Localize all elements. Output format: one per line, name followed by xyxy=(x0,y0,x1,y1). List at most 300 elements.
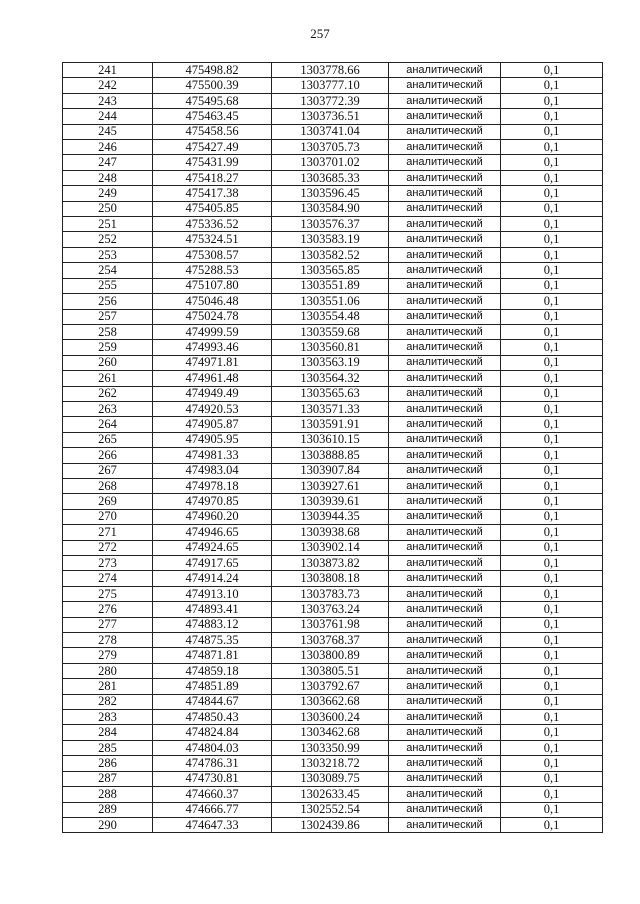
point-number-cell: 269 xyxy=(63,494,153,509)
y-coordinate-cell: 1303591.91 xyxy=(272,417,389,432)
point-number-cell: 278 xyxy=(63,633,153,648)
y-coordinate-cell: 1303800.89 xyxy=(272,648,389,663)
y-coordinate-cell: 1303685.33 xyxy=(272,170,389,185)
method-cell: аналитический xyxy=(389,93,501,108)
x-coordinate-cell: 474804.03 xyxy=(153,740,272,755)
table-row xyxy=(63,679,603,694)
table-row xyxy=(63,633,603,648)
y-coordinate-cell: 1303565.63 xyxy=(272,386,389,401)
y-coordinate-cell: 1303768.37 xyxy=(272,633,389,648)
y-coordinate-cell: 1303584.90 xyxy=(272,201,389,216)
method-cell: аналитический xyxy=(389,401,501,416)
x-coordinate-cell: 474914.24 xyxy=(153,571,272,586)
table-row xyxy=(63,201,603,216)
y-coordinate-cell: 1303350.99 xyxy=(272,740,389,755)
method-cell: аналитический xyxy=(389,740,501,755)
point-number-cell: 290 xyxy=(63,817,153,832)
method-cell: аналитический xyxy=(389,278,501,293)
point-number-cell: 274 xyxy=(63,571,153,586)
error-cell: 0,1 xyxy=(501,278,603,293)
x-coordinate-cell: 474946.65 xyxy=(153,525,272,540)
method-cell: аналитический xyxy=(389,432,501,447)
x-coordinate-cell: 474875.35 xyxy=(153,633,272,648)
x-coordinate-cell: 475024.78 xyxy=(153,309,272,324)
x-coordinate-cell: 475458.56 xyxy=(153,124,272,139)
point-number-cell: 242 xyxy=(63,78,153,93)
x-coordinate-cell: 474859.18 xyxy=(153,663,272,678)
error-cell: 0,1 xyxy=(501,817,603,832)
method-cell: аналитический xyxy=(389,340,501,355)
x-coordinate-cell: 474981.33 xyxy=(153,448,272,463)
table-row xyxy=(63,817,603,832)
method-cell: аналитический xyxy=(389,63,501,78)
x-coordinate-cell: 474730.81 xyxy=(153,771,272,786)
method-cell: аналитический xyxy=(389,355,501,370)
x-coordinate-cell: 475405.85 xyxy=(153,201,272,216)
error-cell: 0,1 xyxy=(501,710,603,725)
method-cell: аналитический xyxy=(389,663,501,678)
table-row xyxy=(63,478,603,493)
y-coordinate-cell: 1303583.19 xyxy=(272,232,389,247)
error-cell: 0,1 xyxy=(501,478,603,493)
error-cell: 0,1 xyxy=(501,170,603,185)
method-cell: аналитический xyxy=(389,602,501,617)
x-coordinate-cell: 475498.82 xyxy=(153,63,272,78)
method-cell: аналитический xyxy=(389,586,501,601)
error-cell: 0,1 xyxy=(501,155,603,170)
error-cell: 0,1 xyxy=(501,340,603,355)
error-cell: 0,1 xyxy=(501,648,603,663)
table-row xyxy=(63,124,603,139)
x-coordinate-cell: 474883.12 xyxy=(153,617,272,632)
error-cell: 0,1 xyxy=(501,247,603,262)
table-row xyxy=(63,694,603,709)
error-cell: 0,1 xyxy=(501,417,603,432)
coordinates-table xyxy=(62,62,603,833)
table-row xyxy=(63,386,603,401)
x-coordinate-cell: 474666.77 xyxy=(153,802,272,817)
error-cell: 0,1 xyxy=(501,463,603,478)
point-number-cell: 280 xyxy=(63,663,153,678)
error-cell: 0,1 xyxy=(501,448,603,463)
error-cell: 0,1 xyxy=(501,694,603,709)
table-row xyxy=(63,771,603,786)
table-row xyxy=(63,263,603,278)
error-cell: 0,1 xyxy=(501,232,603,247)
x-coordinate-cell: 474851.89 xyxy=(153,679,272,694)
table-row xyxy=(63,401,603,416)
point-number-cell: 247 xyxy=(63,155,153,170)
error-cell: 0,1 xyxy=(501,725,603,740)
table-row xyxy=(63,740,603,755)
point-number-cell: 284 xyxy=(63,725,153,740)
x-coordinate-cell: 475336.52 xyxy=(153,217,272,232)
method-cell: аналитический xyxy=(389,247,501,262)
y-coordinate-cell: 1302633.45 xyxy=(272,787,389,802)
y-coordinate-cell: 1303560.81 xyxy=(272,340,389,355)
point-number-cell: 272 xyxy=(63,540,153,555)
error-cell: 0,1 xyxy=(501,217,603,232)
y-coordinate-cell: 1303554.48 xyxy=(272,309,389,324)
table-row xyxy=(63,232,603,247)
error-cell: 0,1 xyxy=(501,186,603,201)
point-number-cell: 273 xyxy=(63,556,153,571)
method-cell: аналитический xyxy=(389,109,501,124)
method-cell: аналитический xyxy=(389,170,501,185)
table-row xyxy=(63,170,603,185)
y-coordinate-cell: 1302439.86 xyxy=(272,817,389,832)
table-row xyxy=(63,186,603,201)
point-number-cell: 263 xyxy=(63,401,153,416)
method-cell: аналитический xyxy=(389,710,501,725)
x-coordinate-cell: 474917.65 xyxy=(153,556,272,571)
point-number-cell: 248 xyxy=(63,170,153,185)
point-number-cell: 287 xyxy=(63,771,153,786)
y-coordinate-cell: 1303565.85 xyxy=(272,263,389,278)
point-number-cell: 276 xyxy=(63,602,153,617)
method-cell: аналитический xyxy=(389,294,501,309)
point-number-cell: 257 xyxy=(63,309,153,324)
error-cell: 0,1 xyxy=(501,509,603,524)
point-number-cell: 281 xyxy=(63,679,153,694)
method-cell: аналитический xyxy=(389,571,501,586)
point-number-cell: 254 xyxy=(63,263,153,278)
table-row xyxy=(63,617,603,632)
method-cell: аналитический xyxy=(389,556,501,571)
table-row xyxy=(63,432,603,447)
method-cell: аналитический xyxy=(389,417,501,432)
coordinates-table-body xyxy=(63,63,603,833)
x-coordinate-cell: 474905.95 xyxy=(153,432,272,447)
table-row xyxy=(63,602,603,617)
point-number-cell: 245 xyxy=(63,124,153,139)
y-coordinate-cell: 1303462.68 xyxy=(272,725,389,740)
error-cell: 0,1 xyxy=(501,386,603,401)
method-cell: аналитический xyxy=(389,648,501,663)
method-cell: аналитический xyxy=(389,540,501,555)
method-cell: аналитический xyxy=(389,217,501,232)
error-cell: 0,1 xyxy=(501,787,603,802)
table-row xyxy=(63,78,603,93)
method-cell: аналитический xyxy=(389,694,501,709)
method-cell: аналитический xyxy=(389,463,501,478)
y-coordinate-cell: 1303888.85 xyxy=(272,448,389,463)
y-coordinate-cell: 1303763.24 xyxy=(272,602,389,617)
method-cell: аналитический xyxy=(389,725,501,740)
table-row xyxy=(63,787,603,802)
y-coordinate-cell: 1303772.39 xyxy=(272,93,389,108)
y-coordinate-cell: 1303571.33 xyxy=(272,401,389,416)
point-number-cell: 249 xyxy=(63,186,153,201)
y-coordinate-cell: 1303783.73 xyxy=(272,586,389,601)
point-number-cell: 271 xyxy=(63,525,153,540)
x-coordinate-cell: 475107.80 xyxy=(153,278,272,293)
error-cell: 0,1 xyxy=(501,309,603,324)
x-coordinate-cell: 475324.51 xyxy=(153,232,272,247)
method-cell: аналитический xyxy=(389,787,501,802)
method-cell: аналитический xyxy=(389,802,501,817)
point-number-cell: 288 xyxy=(63,787,153,802)
y-coordinate-cell: 1303939.61 xyxy=(272,494,389,509)
table-row xyxy=(63,648,603,663)
table-row xyxy=(63,278,603,293)
table-row xyxy=(63,324,603,339)
error-cell: 0,1 xyxy=(501,494,603,509)
table-row xyxy=(63,355,603,370)
y-coordinate-cell: 1303902.14 xyxy=(272,540,389,555)
point-number-cell: 259 xyxy=(63,340,153,355)
method-cell: аналитический xyxy=(389,478,501,493)
x-coordinate-cell: 475463.45 xyxy=(153,109,272,124)
table-row xyxy=(63,448,603,463)
method-cell: аналитический xyxy=(389,756,501,771)
error-cell: 0,1 xyxy=(501,109,603,124)
y-coordinate-cell: 1303741.04 xyxy=(272,124,389,139)
x-coordinate-cell: 475308.57 xyxy=(153,247,272,262)
point-number-cell: 275 xyxy=(63,586,153,601)
error-cell: 0,1 xyxy=(501,556,603,571)
method-cell: аналитический xyxy=(389,509,501,524)
y-coordinate-cell: 1303927.61 xyxy=(272,478,389,493)
x-coordinate-cell: 474786.31 xyxy=(153,756,272,771)
y-coordinate-cell: 1303551.89 xyxy=(272,278,389,293)
table-row xyxy=(63,509,603,524)
error-cell: 0,1 xyxy=(501,78,603,93)
point-number-cell: 264 xyxy=(63,417,153,432)
error-cell: 0,1 xyxy=(501,140,603,155)
error-cell: 0,1 xyxy=(501,93,603,108)
method-cell: аналитический xyxy=(389,155,501,170)
table-row xyxy=(63,663,603,678)
point-number-cell: 277 xyxy=(63,617,153,632)
x-coordinate-cell: 474920.53 xyxy=(153,401,272,416)
table-row xyxy=(63,556,603,571)
error-cell: 0,1 xyxy=(501,602,603,617)
error-cell: 0,1 xyxy=(501,63,603,78)
error-cell: 0,1 xyxy=(501,802,603,817)
error-cell: 0,1 xyxy=(501,617,603,632)
error-cell: 0,1 xyxy=(501,663,603,678)
x-coordinate-cell: 474660.37 xyxy=(153,787,272,802)
point-number-cell: 270 xyxy=(63,509,153,524)
x-coordinate-cell: 474844.67 xyxy=(153,694,272,709)
error-cell: 0,1 xyxy=(501,432,603,447)
y-coordinate-cell: 1303705.73 xyxy=(272,140,389,155)
method-cell: аналитический xyxy=(389,124,501,139)
x-coordinate-cell: 475288.53 xyxy=(153,263,272,278)
method-cell: аналитический xyxy=(389,78,501,93)
method-cell: аналитический xyxy=(389,679,501,694)
x-coordinate-cell: 474905.87 xyxy=(153,417,272,432)
y-coordinate-cell: 1303600.24 xyxy=(272,710,389,725)
point-number-cell: 286 xyxy=(63,756,153,771)
method-cell: аналитический xyxy=(389,817,501,832)
method-cell: аналитический xyxy=(389,494,501,509)
x-coordinate-cell: 474924.65 xyxy=(153,540,272,555)
point-number-cell: 283 xyxy=(63,710,153,725)
point-number-cell: 265 xyxy=(63,432,153,447)
table-row xyxy=(63,140,603,155)
method-cell: аналитический xyxy=(389,617,501,632)
table-row xyxy=(63,217,603,232)
error-cell: 0,1 xyxy=(501,571,603,586)
y-coordinate-cell: 1303805.51 xyxy=(272,663,389,678)
point-number-cell: 255 xyxy=(63,278,153,293)
point-number-cell: 244 xyxy=(63,109,153,124)
method-cell: аналитический xyxy=(389,386,501,401)
error-cell: 0,1 xyxy=(501,771,603,786)
error-cell: 0,1 xyxy=(501,294,603,309)
table-row xyxy=(63,93,603,108)
error-cell: 0,1 xyxy=(501,756,603,771)
point-number-cell: 241 xyxy=(63,63,153,78)
x-coordinate-cell: 474949.49 xyxy=(153,386,272,401)
x-coordinate-cell: 474647.33 xyxy=(153,817,272,832)
x-coordinate-cell: 475495.68 xyxy=(153,93,272,108)
table-row xyxy=(63,710,603,725)
y-coordinate-cell: 1303736.51 xyxy=(272,109,389,124)
table-row xyxy=(63,494,603,509)
x-coordinate-cell: 474993.46 xyxy=(153,340,272,355)
x-coordinate-cell: 474913.10 xyxy=(153,586,272,601)
table-row xyxy=(63,802,603,817)
y-coordinate-cell: 1303596.45 xyxy=(272,186,389,201)
method-cell: аналитический xyxy=(389,633,501,648)
method-cell: аналитический xyxy=(389,201,501,216)
table-row xyxy=(63,309,603,324)
point-number-cell: 282 xyxy=(63,694,153,709)
y-coordinate-cell: 1303808.18 xyxy=(272,571,389,586)
x-coordinate-cell: 474824.84 xyxy=(153,725,272,740)
table-row xyxy=(63,725,603,740)
y-coordinate-cell: 1303576.37 xyxy=(272,217,389,232)
error-cell: 0,1 xyxy=(501,586,603,601)
point-number-cell: 258 xyxy=(63,324,153,339)
table-row xyxy=(63,540,603,555)
point-number-cell: 266 xyxy=(63,448,153,463)
table-row xyxy=(63,525,603,540)
y-coordinate-cell: 1303559.68 xyxy=(272,324,389,339)
y-coordinate-cell: 1302552.54 xyxy=(272,802,389,817)
error-cell: 0,1 xyxy=(501,679,603,694)
y-coordinate-cell: 1303218.72 xyxy=(272,756,389,771)
error-cell: 0,1 xyxy=(501,740,603,755)
method-cell: аналитический xyxy=(389,771,501,786)
table-row xyxy=(63,63,603,78)
point-number-cell: 246 xyxy=(63,140,153,155)
method-cell: аналитический xyxy=(389,186,501,201)
method-cell: аналитический xyxy=(389,232,501,247)
x-coordinate-cell: 474983.04 xyxy=(153,463,272,478)
y-coordinate-cell: 1303662.68 xyxy=(272,694,389,709)
table-row xyxy=(63,756,603,771)
table-row xyxy=(63,155,603,170)
error-cell: 0,1 xyxy=(501,540,603,555)
x-coordinate-cell: 474999.59 xyxy=(153,324,272,339)
page-number: 257 xyxy=(310,26,330,41)
error-cell: 0,1 xyxy=(501,263,603,278)
x-coordinate-cell: 475418.27 xyxy=(153,170,272,185)
x-coordinate-cell: 474850.43 xyxy=(153,710,272,725)
x-coordinate-cell: 474960.20 xyxy=(153,509,272,524)
y-coordinate-cell: 1303944.35 xyxy=(272,509,389,524)
x-coordinate-cell: 475417.38 xyxy=(153,186,272,201)
error-cell: 0,1 xyxy=(501,201,603,216)
y-coordinate-cell: 1303907.84 xyxy=(272,463,389,478)
method-cell: аналитический xyxy=(389,140,501,155)
point-number-cell: 253 xyxy=(63,247,153,262)
y-coordinate-cell: 1303873.82 xyxy=(272,556,389,571)
table-row xyxy=(63,417,603,432)
point-number-cell: 267 xyxy=(63,463,153,478)
y-coordinate-cell: 1303761.98 xyxy=(272,617,389,632)
point-number-cell: 251 xyxy=(63,217,153,232)
error-cell: 0,1 xyxy=(501,124,603,139)
table-row xyxy=(63,247,603,262)
y-coordinate-cell: 1303551.06 xyxy=(272,294,389,309)
y-coordinate-cell: 1303089.75 xyxy=(272,771,389,786)
error-cell: 0,1 xyxy=(501,401,603,416)
error-cell: 0,1 xyxy=(501,525,603,540)
x-coordinate-cell: 475431.99 xyxy=(153,155,272,170)
x-coordinate-cell: 475500.39 xyxy=(153,78,272,93)
x-coordinate-cell: 475427.49 xyxy=(153,140,272,155)
point-number-cell: 279 xyxy=(63,648,153,663)
table-row xyxy=(63,586,603,601)
point-number-cell: 252 xyxy=(63,232,153,247)
table-row xyxy=(63,371,603,386)
y-coordinate-cell: 1303610.15 xyxy=(272,432,389,447)
point-number-cell: 289 xyxy=(63,802,153,817)
table-row xyxy=(63,340,603,355)
table-row xyxy=(63,571,603,586)
y-coordinate-cell: 1303564.32 xyxy=(272,371,389,386)
x-coordinate-cell: 474961.48 xyxy=(153,371,272,386)
table-row xyxy=(63,109,603,124)
x-coordinate-cell: 475046.48 xyxy=(153,294,272,309)
x-coordinate-cell: 474893.41 xyxy=(153,602,272,617)
method-cell: аналитический xyxy=(389,448,501,463)
error-cell: 0,1 xyxy=(501,324,603,339)
y-coordinate-cell: 1303582.52 xyxy=(272,247,389,262)
y-coordinate-cell: 1303778.66 xyxy=(272,63,389,78)
y-coordinate-cell: 1303938.68 xyxy=(272,525,389,540)
y-coordinate-cell: 1303701.02 xyxy=(272,155,389,170)
point-number-cell: 260 xyxy=(63,355,153,370)
method-cell: аналитический xyxy=(389,371,501,386)
x-coordinate-cell: 474971.81 xyxy=(153,355,272,370)
table-row xyxy=(63,294,603,309)
error-cell: 0,1 xyxy=(501,355,603,370)
point-number-cell: 256 xyxy=(63,294,153,309)
point-number-cell: 262 xyxy=(63,386,153,401)
method-cell: аналитический xyxy=(389,324,501,339)
point-number-cell: 250 xyxy=(63,201,153,216)
table-row xyxy=(63,463,603,478)
error-cell: 0,1 xyxy=(501,371,603,386)
point-number-cell: 243 xyxy=(63,93,153,108)
method-cell: аналитический xyxy=(389,263,501,278)
point-number-cell: 261 xyxy=(63,371,153,386)
x-coordinate-cell: 474978.18 xyxy=(153,478,272,493)
y-coordinate-cell: 1303777.10 xyxy=(272,78,389,93)
point-number-cell: 285 xyxy=(63,740,153,755)
x-coordinate-cell: 474871.81 xyxy=(153,648,272,663)
y-coordinate-cell: 1303792.67 xyxy=(272,679,389,694)
point-number-cell: 268 xyxy=(63,478,153,493)
y-coordinate-cell: 1303563.19 xyxy=(272,355,389,370)
x-coordinate-cell: 474970.85 xyxy=(153,494,272,509)
